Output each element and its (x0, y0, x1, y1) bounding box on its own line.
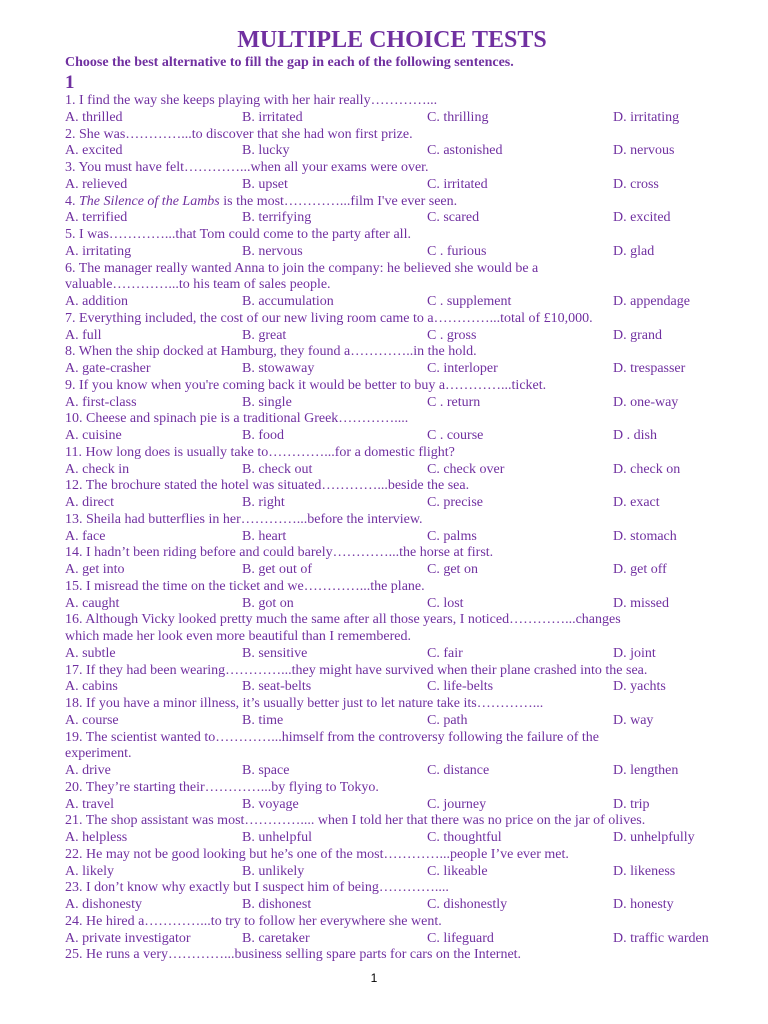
question-item (65, 847, 745, 881)
question-item (65, 127, 745, 161)
question-text: 1. I find the way she keeps playing with her hair really…………... (65, 93, 438, 108)
answer-option: D. joint (613, 645, 656, 661)
answer-option: B. upset (242, 176, 288, 192)
answer-option: C . supplement (427, 294, 512, 309)
question-item (65, 227, 745, 261)
question-text: 12. The brochure stated the hotel was situated…………...beside the sea. (65, 478, 470, 494)
question-text: 23. I don’t know why exactly but I suspect him of being………….... (65, 880, 449, 896)
answer-option: C. astonished (427, 143, 503, 159)
answer-option: C. thrilling (427, 109, 489, 125)
question-text: 11. How long does is usually take to…………...for a domestic flight? (65, 444, 455, 460)
answer-option: A. travel (65, 796, 114, 812)
answer-option: C. likeable (427, 863, 488, 879)
question-item (65, 411, 745, 445)
answer-option: B. heart (242, 528, 287, 544)
answer-option: C. life-belts (427, 679, 494, 695)
question-text: 14. I hadn’t been riding before and could barely…………...the horse at first. (65, 545, 494, 561)
answer-option: C . return (427, 394, 481, 410)
answer-option: C. thoughtful (427, 830, 502, 845)
answer-option: D. check on (613, 461, 681, 477)
question-text: valuable…………...to his team of sales people. (65, 277, 331, 293)
answer-option: D. excited (613, 210, 671, 226)
answer-option: A. private investigator (65, 930, 191, 946)
options-row (65, 679, 745, 696)
answer-option: A. cuisine (65, 428, 122, 443)
answer-option: C. get on (427, 562, 478, 577)
options-row (65, 646, 745, 663)
question-item (65, 194, 745, 228)
answer-option: B. great (242, 327, 287, 343)
film-title: The Silence of the Lambs (79, 193, 220, 209)
question-item (65, 696, 745, 730)
answer-option: B. time (242, 712, 284, 728)
answer-option: C. irritated (427, 176, 488, 192)
question-item (65, 947, 745, 964)
answer-option: A. helpless (65, 830, 128, 845)
answer-option: C. journey (427, 796, 487, 812)
question-item (65, 344, 745, 378)
options-row (65, 462, 745, 479)
answer-option: D. appendage (613, 294, 690, 309)
answer-option: D. way (613, 712, 654, 728)
answer-option: C. fair (427, 645, 463, 661)
question-text: 7. Everything included, the cost of our new living room came to a…………...total of £10,000. (65, 310, 593, 326)
options-row (65, 244, 745, 261)
answer-option: A. face (65, 528, 106, 544)
section-number: 1 (65, 72, 75, 93)
options-row (65, 713, 745, 730)
answer-option: C. interloper (427, 361, 498, 376)
options-row (65, 428, 745, 445)
answer-option: C. path (427, 712, 468, 728)
answer-option: A. cabins (65, 679, 118, 695)
question-text: 9. If you know when you're coming back it would be better to buy a…………...ticket. (65, 377, 547, 393)
options-row (65, 495, 745, 512)
options-row (65, 897, 745, 914)
answer-option: B. space (242, 763, 290, 778)
question-item (65, 780, 745, 814)
answer-option: A. dishonesty (65, 897, 142, 912)
answer-option: C . course (427, 428, 484, 443)
answer-option: B. dishonest (242, 897, 312, 912)
question-item (65, 545, 745, 579)
question-text: 3. You must have felt…………...when all your exams were over. (65, 160, 429, 175)
answer-option: D. grand (613, 327, 662, 343)
answer-option: A. course (65, 712, 119, 728)
answer-option: C. palms (427, 528, 477, 544)
options-row (65, 361, 745, 378)
options-row (65, 596, 745, 613)
answer-option: B. check out (242, 461, 313, 477)
answer-option: B. nervous (242, 243, 303, 259)
answer-option: D. lengthen (613, 763, 679, 778)
question-text: 17. If they had been wearing…………...they might have survived when their plane crashed into the sea. (65, 662, 648, 678)
answer-option: D. glad (613, 243, 655, 259)
options-row (65, 864, 745, 881)
question-text: 4. The Silence of the Lambs is the most…………...film I've ever seen. (65, 193, 458, 209)
answer-option: A. terrified (65, 210, 128, 226)
answer-option: D. get off (613, 562, 667, 577)
answer-option: C. scared (427, 210, 480, 226)
question-text: 21. The shop assistant was most………….... when I told her that there was no price on the jar of olives. (65, 813, 646, 829)
question-text: 18. If you have a minor illness, it’s usually better just to let nature take its…………... (65, 696, 544, 711)
answer-option: B. unlikely (242, 863, 305, 879)
question-item (65, 512, 745, 546)
answer-option: B. terrifying (242, 210, 312, 226)
answer-option: D. unhelpfully (613, 830, 695, 845)
question-item (65, 93, 745, 127)
answer-option: D. trespasser (613, 361, 686, 376)
options-row (65, 328, 745, 345)
answer-option: C. check over (427, 461, 505, 477)
answer-option: C. precise (427, 495, 483, 510)
options-row (65, 294, 745, 311)
options-row (65, 177, 745, 194)
answer-option: A. gate-crasher (65, 361, 151, 376)
question-text: 15. I misread the time on the ticket and we…………...the plane. (65, 578, 425, 594)
question-item (65, 813, 745, 847)
answer-option: D. traffic warden (613, 930, 709, 946)
questions-list (65, 93, 745, 964)
answer-option: A. likely (65, 863, 114, 879)
answer-option: A. direct (65, 495, 114, 510)
answer-option: C. lost (427, 595, 464, 611)
question-text: 25. He runs a very…………...business selling spare parts for cars on the Internet. (65, 947, 522, 963)
question-text: which made her look even more beautiful than I remembered. (65, 629, 411, 644)
answer-option: D. exact (613, 495, 660, 510)
question-text: 13. Sheila had butterflies in her…………...before the interview. (65, 511, 423, 527)
question-item (65, 612, 745, 662)
answer-option: B. lucky (242, 143, 290, 159)
answer-option: A. thrilled (65, 109, 123, 125)
answer-option: A. irritating (65, 243, 132, 259)
answer-option: D. cross (613, 176, 659, 192)
answer-option: B. voyage (242, 796, 299, 812)
question-text: 2. She was…………...to discover that she had won first prize. (65, 126, 413, 142)
answer-option: D. stomach (613, 528, 677, 544)
question-item (65, 730, 745, 780)
answer-option: C. lifeguard (427, 930, 494, 946)
answer-option: B. sensitive (242, 645, 308, 661)
question-item (65, 311, 745, 345)
answer-option: B. got on (242, 595, 294, 611)
question-item (65, 478, 745, 512)
question-item (65, 160, 745, 194)
options-row (65, 562, 745, 579)
answer-option: C. dishonestly (427, 897, 508, 912)
answer-option: D . dish (613, 428, 657, 443)
answer-option: A. get into (65, 562, 125, 577)
answer-option: B. irritated (242, 109, 303, 125)
options-row (65, 797, 745, 814)
page-number: 1 (370, 971, 378, 985)
options-row (65, 931, 745, 948)
answer-option: C. distance (427, 763, 490, 778)
answer-option: A. check in (65, 461, 130, 477)
answer-option: D. irritating (613, 109, 680, 125)
question-item (65, 261, 745, 311)
answer-option: C . gross (427, 327, 477, 343)
options-row (65, 395, 745, 412)
answer-option: D. missed (613, 595, 669, 611)
question-item (65, 445, 745, 479)
options-row (65, 143, 745, 160)
answer-option: B. caretaker (242, 930, 310, 946)
question-item (65, 579, 745, 613)
question-text: 22. He may not be good looking but he’s one of the most…………...people I’ve ever met. (65, 846, 569, 862)
answer-option: A. subtle (65, 645, 116, 661)
answer-option: B. get out of (242, 562, 312, 577)
question-text: 5. I was…………...that Tom could come to the party after all. (65, 227, 411, 242)
instruction-text: Choose the best alternative to fill the gap in each of the following sentences. (65, 55, 514, 70)
answer-option: A. excited (65, 143, 123, 159)
answer-option: D. nervous (613, 143, 675, 159)
question-text: 6. The manager really wanted Anna to join the company: he believed she would be a (65, 260, 539, 276)
options-row (65, 763, 745, 780)
answer-option: A. first-class (65, 394, 137, 410)
answer-option: B. seat-belts (242, 679, 312, 695)
answer-option: B. single (242, 394, 292, 410)
question-item (65, 914, 745, 948)
question-text: 19. The scientist wanted to…………...himself from the controversy following the failure of the (65, 729, 599, 745)
question-text: 20. They’re starting their…………...by flying to Tokyo. (65, 779, 379, 795)
answer-option: A. full (65, 327, 102, 343)
answer-option: A. relieved (65, 176, 128, 192)
answer-option: A. caught (65, 595, 120, 611)
question-text: experiment. (65, 746, 132, 762)
answer-option: B. stowaway (242, 361, 315, 376)
answer-option: B. right (242, 495, 285, 510)
question-text: 24. He hired a…………...to try to follow her everywhere she went. (65, 913, 442, 929)
answer-option: B. accumulation (242, 294, 334, 309)
options-row (65, 210, 745, 227)
answer-option: D. one-way (613, 394, 679, 410)
answer-option: B. unhelpful (242, 830, 312, 845)
question-item (65, 378, 745, 412)
question-item (65, 663, 745, 697)
question-text: 10. Cheese and spinach pie is a traditional Greek………….... (65, 411, 409, 427)
answer-option: C . furious (427, 243, 487, 259)
answer-option: D. honesty (613, 897, 674, 912)
question-text: 16. Although Vicky looked pretty much the same after all those years, I noticed…………...changes (65, 612, 621, 628)
answer-option: A. addition (65, 294, 128, 309)
question-text: 8. When the ship docked at Hamburg, they found a…………..in the hold. (65, 344, 477, 360)
options-row (65, 830, 745, 847)
page-title: MULTIPLE CHOICE TESTS (237, 27, 547, 53)
options-row (65, 110, 745, 127)
answer-option: D. likeness (613, 863, 676, 879)
answer-option: D. trip (613, 796, 650, 812)
answer-option: D. yachts (613, 679, 666, 695)
answer-option: A. drive (65, 763, 111, 778)
options-row (65, 529, 745, 546)
answer-option: B. food (242, 428, 284, 443)
question-item (65, 880, 745, 914)
